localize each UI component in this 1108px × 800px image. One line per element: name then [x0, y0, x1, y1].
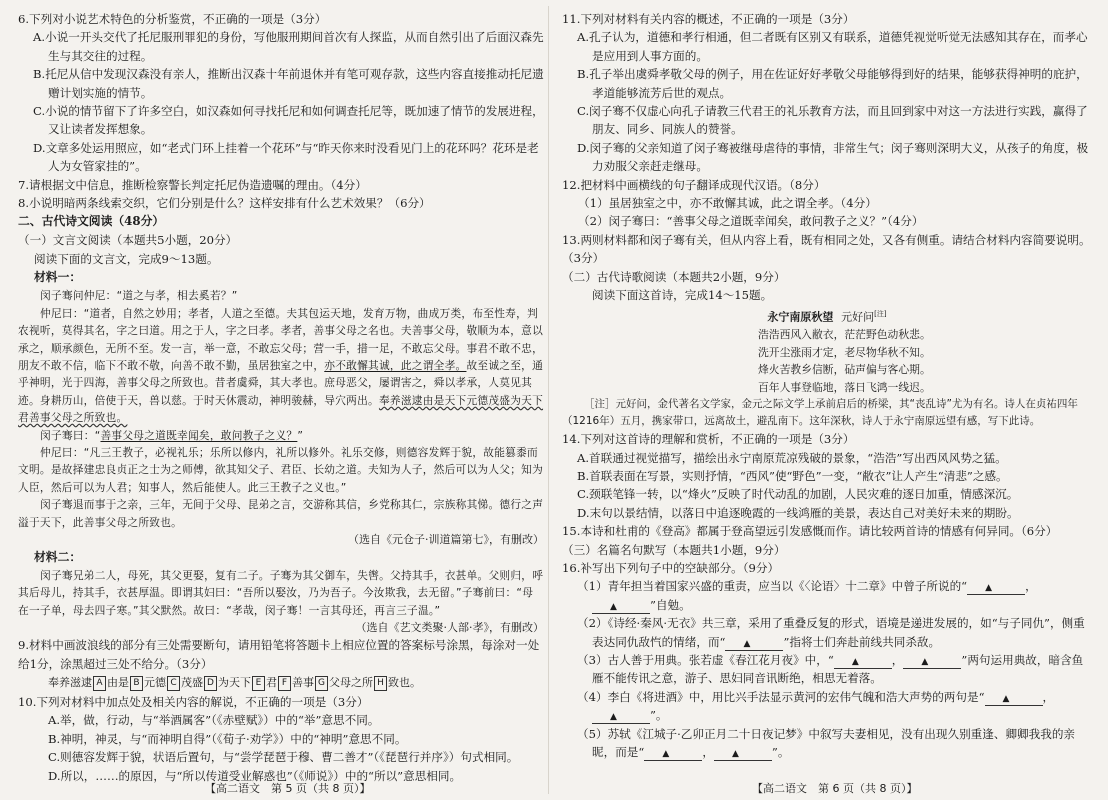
- poem-author: 元好问: [841, 310, 875, 324]
- q16-2-text: （2）《诗经·秦风·无衣》共三章，采用了重叠反复的形式，语境是递进发展的，如“与子同仇”，侧重表达同仇敌忾的情绪，而“: [577, 616, 1085, 649]
- subsection-2-heading: （二）古代诗歌阅读（本题共2小题，9分）: [562, 269, 786, 284]
- q10-option-a: A.举，做，行动，与“举酒属客”（《赤壁赋》）中的“举”意思不同。: [48, 713, 380, 728]
- material-2-source: （选自《艺文类聚·人部·孝》，有删改）: [355, 621, 544, 635]
- q16-1-tail: 自勉。: [655, 597, 691, 612]
- question-10: 10.下列对材料中加点处及相关内容的解说，不正确的一项是（3分）: [18, 695, 369, 709]
- q10-option-c: C.则德容发辉于貌，状语后置句，与“尝学琵琶于穆、曹二善才”（《琵琶行并序》）句式相同。: [48, 750, 519, 765]
- q16-1-sep: ，: [1025, 579, 1037, 594]
- q6-option-d: D.文章多处运用照应，如“老式门环上挂着一个花环”与“昨天你来时没看见门上的花环吗？花环是老人为女管家挂的”。: [33, 140, 539, 174]
- q16-item-2: [562, 614, 1092, 651]
- question-6: 6.下列对小说艺术特色的分析鉴赏，不正确的一项是（3分）: [18, 12, 327, 26]
- poem-instruction: 阅读下面这首诗，完成14～15题。: [592, 288, 773, 303]
- q14-option-b: B.首联表面在写景，实则抒情，“西风”使“野色”一变，“敝衣”让人产生“清悲”之感。: [577, 468, 1008, 483]
- material-1-label: 材料一：: [34, 270, 82, 285]
- answer-blank[interactable]: ▲: [903, 656, 961, 669]
- answer-blank[interactable]: ▲: [592, 711, 650, 724]
- q9-seg: 茂盛: [181, 676, 203, 689]
- answer-blank[interactable]: ▲: [985, 693, 1043, 706]
- m1-wavy-passage: 奉养滋逮由是天下元德茂盛为天下君善事父母之所致也。: [18, 393, 544, 425]
- q16-2-tail: ”指将士们奔赴前线共同杀敌。: [783, 634, 941, 649]
- answer-blank[interactable]: ▲: [714, 748, 772, 761]
- poem-title-text: 永宁南原秋望: [767, 310, 834, 324]
- q11-option-a: A.孔子认为，道德和孝行相通，但二者既有区别又有联系，道德凭视觉听觉无法感知其存在，而孝心是应用到人事方面的。: [577, 30, 1088, 63]
- q9-seg: 善事: [292, 676, 314, 689]
- poem-title: [562, 305, 1092, 327]
- q10-option-b: B.神明，神灵，与“而神明自得”（《荀子·劝学》）中的“神明”意思不同。: [48, 731, 407, 746]
- q16-4-sep: ，: [1042, 689, 1055, 704]
- q9-box-g[interactable]: G: [315, 676, 328, 691]
- page-divider: [548, 6, 549, 794]
- question-7: 7.请根据文中信息，推断检察警长判定托尼伪造遗嘱的理由。（4分）: [18, 177, 367, 192]
- q9-box-c[interactable]: C: [167, 676, 180, 691]
- q9-box-d[interactable]: D: [204, 676, 217, 691]
- answer-blank[interactable]: ▲: [967, 582, 1025, 595]
- poem-line-2: 洗开尘涨雨才定，老尽物华秋不知。: [758, 345, 931, 359]
- material-1-para-3: [18, 427, 544, 444]
- m1-underlined-sentence-2: 善事父母之道既幸闻矣，敢问教子之义？: [100, 428, 298, 442]
- q16-5-text: （5）苏轼《江城子·乙卯正月二十日夜记梦》中叙写夫妻相见，没有出现久别重逢、卿卿我我的亲昵，而是“: [577, 726, 1076, 760]
- left-page-footer: 【高二语文 第 5 页（共 8 页）】: [205, 782, 371, 795]
- q9-seg: 为天下: [218, 676, 251, 689]
- right-page-footer: 【高二语文 第 6 页（共 8 页）】: [752, 782, 918, 795]
- q16-item-4: [562, 688, 1092, 725]
- m1-p2-text: 仲尼曰：“道者，自然之妙用；孝者，人道之至德。夫其包运天地，发育万物，曲成万类，布至性寿，判农视听，莫得其名，字之曰道。用之于人，字之曰孝。孝者，善事父母之名也。夫善事父母，敬顺为本，意以承之，顺承颜色，无所不至。发一言，举一意，不敢忘父母；营一手，措一足，不敢忘父母。事君不敢不忠，朋友不敢不信，临下不敢不敬，向善不敢不勤，虽居独室之中，: [18, 306, 544, 372]
- m1-p3-open: 闵子骞曰：“: [40, 428, 101, 442]
- q16-3-text: （3）古人善于用典。张若虚《春江花月夜》中，“: [577, 653, 834, 668]
- reading-instruction: 阅读下面的文言文，完成9～13题。: [34, 251, 219, 266]
- material-1-para-2: [18, 305, 544, 427]
- material-1-para-1: 闵子骞问仲尼：“道之与孝，相去奚若？”: [40, 289, 238, 303]
- question-15: 15.本诗和杜甫的《登高》都属于登高望远引发感慨而作。请比较两首诗的情感有何异同。（6分）: [562, 524, 1058, 539]
- q14-option-a: A.首联通过视觉描写，描绘出永宁南原荒凉残破的景象，“浩浩”写出西风风势之猛。: [577, 450, 1007, 465]
- question-11: 11.下列对材料有关内容的概述，不正确的一项是（3分）: [562, 12, 855, 26]
- poem-line-3: 烽火苦教乡信断，砧声偏与客心期。: [758, 363, 931, 377]
- material-2-para-1: 闵子骞兄弟二人，母死，其父更娶，复有二子。子骞为其父御车，失辔。父持其手，衣甚单。父则归，呼其后母儿，持其手，衣甚厚温。即谓其妇曰：“吾所以娶汝，乃为吾子。今汝欺我，去无留。”子骞前曰：“母在一子单，母去四子寒。”其父默然。故曰：“孝哉，闵子骞！一言其母还，再言三子温。”: [18, 568, 544, 617]
- q16-3-tail: ”两句运用典故，暗含鱼雁不能传讯之意，游子、思妇同音讯断绝，相思无着落。: [592, 653, 1084, 686]
- q16-5-sep: ，: [702, 745, 714, 760]
- answer-blank[interactable]: ▲: [644, 748, 702, 761]
- q9-seg: 父母之所: [329, 676, 373, 689]
- section-2-heading: 二、古代诗文阅读（48分）: [18, 214, 165, 229]
- q9-box-b[interactable]: B: [130, 676, 143, 691]
- material-1-source: （选自《元仓子·训道篇第七》，有删改）: [348, 532, 544, 546]
- q14-option-d: D.末句以景结情，以落日中追逐晚霞的一线鸿雁的美景，表达自己对美好未来的期盼。: [577, 505, 1019, 520]
- q9-box-h[interactable]: H: [374, 676, 387, 691]
- q10-option-d: D.所以，……的原因，与“所以传道受业解惑也”（《师说》）中的“所以”意思相同。: [48, 768, 462, 783]
- question-9: 9.材料中画波浪线的部分有三处需要断句，请用铅笔将答题卡上相应位置的答案标号涂黑，每涂对一处给1分，涂黑超过三处不给分。（3分）: [18, 638, 540, 671]
- question-14: 14.下列对这首诗的理解和赏析，不正确的一项是（3分）: [562, 432, 855, 447]
- question-12: 12.把材料中画横线的句子翻译成现代汉语。（8分）: [562, 177, 826, 192]
- q12-part-1: （1）虽居独室之中，亦不敢懈其诚，此之谓全孝。（4分）: [578, 196, 877, 211]
- q14-option-c: C.颈联笔锋一转，以“烽火”反映了时代动乱的加剧，人民灾难的逐日加重，情感深沉。: [577, 487, 1019, 502]
- material-1-para-5: 闵子骞退而事于之亲，三年，无间于父母、昆弟之言，交游称其信，乡党称其仁，宗族称其悌。德行之声溢于天下，此善事父母之所致也。: [18, 498, 544, 529]
- q16-item-3: [562, 651, 1092, 688]
- q11-option-d: D.闵子骞的父亲知道了闵子骞被继母虐待的事情，非常生气；闵子骞则深明大义，从孩子的角度，极力劝服父亲赶走继母。: [577, 140, 1089, 174]
- answer-blank[interactable]: ▲: [834, 656, 892, 669]
- subsection-1-heading: （一）文言文阅读（本题共5小题，20分）: [18, 233, 238, 248]
- q9-seg: 致也。: [388, 676, 421, 689]
- q11-option-b: B.孔子举出虞舜孝敬父母的例子，用在佐证好好孝敬父母能够得到好的结果，能够获得神明的庇护，孝道能够流芳后世的观点。: [577, 67, 1088, 100]
- m1-p2-text-2: 故至诚之至，通乎神明，光于四海，善事父母之所致也。昔者虞舜，其大孝也。庶母恶父，屡谓害之，舜以孝承，人莫见其迹。身耕历山，倍使于天，兽以慈。于时天休震动，神明骏赫，导穴两出。: [18, 358, 544, 407]
- q11-option-c: C.闵子骞不仅虚心向孔子请教三代君王的礼乐教育方法，而且回到家中对这一方法进行实践，赢得了朋友、同乡、同族人的赞誉。: [577, 104, 1088, 137]
- q9-box-f[interactable]: F: [278, 676, 291, 691]
- m1-underlined-sentence-1: 亦不敢懈其诚，此之谓全孝。: [324, 358, 467, 372]
- poem-line-4: 百年人事登临地，落日飞鸿一线迟。: [758, 380, 931, 394]
- answer-blank[interactable]: ▲: [592, 601, 650, 614]
- left-page: [18, 10, 544, 785]
- q9-segmentation-boxes: [18, 673, 544, 693]
- q9-box-e[interactable]: E: [252, 676, 265, 691]
- material-1-para-4: 仲尼曰：“凡三王教子，必视礼乐；乐所以修内，礼所以修外。礼乐交修，则德容发辉于貌，故能篡黍而文明。是故择建忠良贞正之士为之师傅，欲其知父子、君臣、长幼之道。夫知为人子，然后可以为人父；知为人臣，然后可以为人君；知事人，然后能使人。此三王教子之义也。”: [18, 445, 544, 494]
- q16-4-text: （4）李白《将进酒》中，用比兴手法显示黄河的宏伟气魄和浩大声势的两句是“: [577, 689, 985, 704]
- question-16: 16.补写出下列句子中的空缺部分。（9分）: [562, 561, 780, 575]
- q16-item-1: [562, 577, 1092, 614]
- subsection-3-heading: （三）名篇名句默写（本题共1小题，9分）: [562, 542, 786, 557]
- q9-seg: 君: [266, 676, 277, 689]
- q6-option-a: A.小说一开头交代了托尼服刑罪犯的身份，写他服刑期间首次有人探监，从而自然引出了后面汉森先生与其交往的过程。: [33, 30, 544, 63]
- q16-item-5: [562, 725, 1092, 762]
- q9-seg: 由是: [107, 676, 129, 689]
- question-8: 8.小说明暗两条线索交织，它们分别是什么？这样安排有什么艺术效果？（6分）: [18, 196, 431, 211]
- q9-seg: 元德: [144, 676, 166, 689]
- q6-option-b: B.托尼从信中发现汉森没有亲人，推断出汉森十年前退休并有笔可观存款，这些内容直接推动托尼遗赠计划实施的情节。: [33, 67, 544, 100]
- m1-p3-close: ”: [297, 428, 304, 442]
- q9-seg: 奉养滋逮: [48, 676, 92, 689]
- q16-1-close: ”: [650, 597, 656, 612]
- material-2-label: 材料二：: [34, 549, 82, 564]
- q16-1-text: （1）青年担当着国家兴盛的重责，应当以《〈论语〉十二章》中曾子所说的“: [577, 579, 968, 594]
- answer-blank[interactable]: ▲: [725, 638, 783, 651]
- q12-part-2: （2）闵子骞曰：“善事父母之道既幸闻矣，敢问教子之义？”（4分）: [578, 214, 924, 229]
- q16-4-tail: ”。: [650, 708, 668, 723]
- right-page: [562, 10, 1092, 761]
- poem-note-mark: [注]: [874, 309, 887, 318]
- poem-note: ［注］元好问，金代著名文学家，金元之际文学上承前启后的桥梁，其“丧乱诗”尤为有名。诗人在贞祐四年（1216年）五月，携家带口，远离故土，避乱南下。这年深秋，诗人于永宁南原远望有感，写下此诗。: [562, 398, 1078, 428]
- q9-box-a[interactable]: A: [93, 676, 106, 691]
- question-13: 13.两则材料都和闵子骞有关，但从内容上看，既有相同之处，又各有侧重。请结合材料内容简要说明。（3分）: [562, 232, 1091, 266]
- q16-5-tail: ”。: [771, 745, 790, 760]
- poem-line-1: 浩浩西风入敝衣，茫茫野色动秋悲。: [758, 328, 931, 342]
- q6-option-c: C.小说的情节留下了许多空白，如汉森如何寻找托尼和如何调查托尼等，既加速了情节的发展进程，又让读者发挥想象。: [33, 104, 544, 137]
- q16-3-sep: ，: [891, 653, 904, 668]
